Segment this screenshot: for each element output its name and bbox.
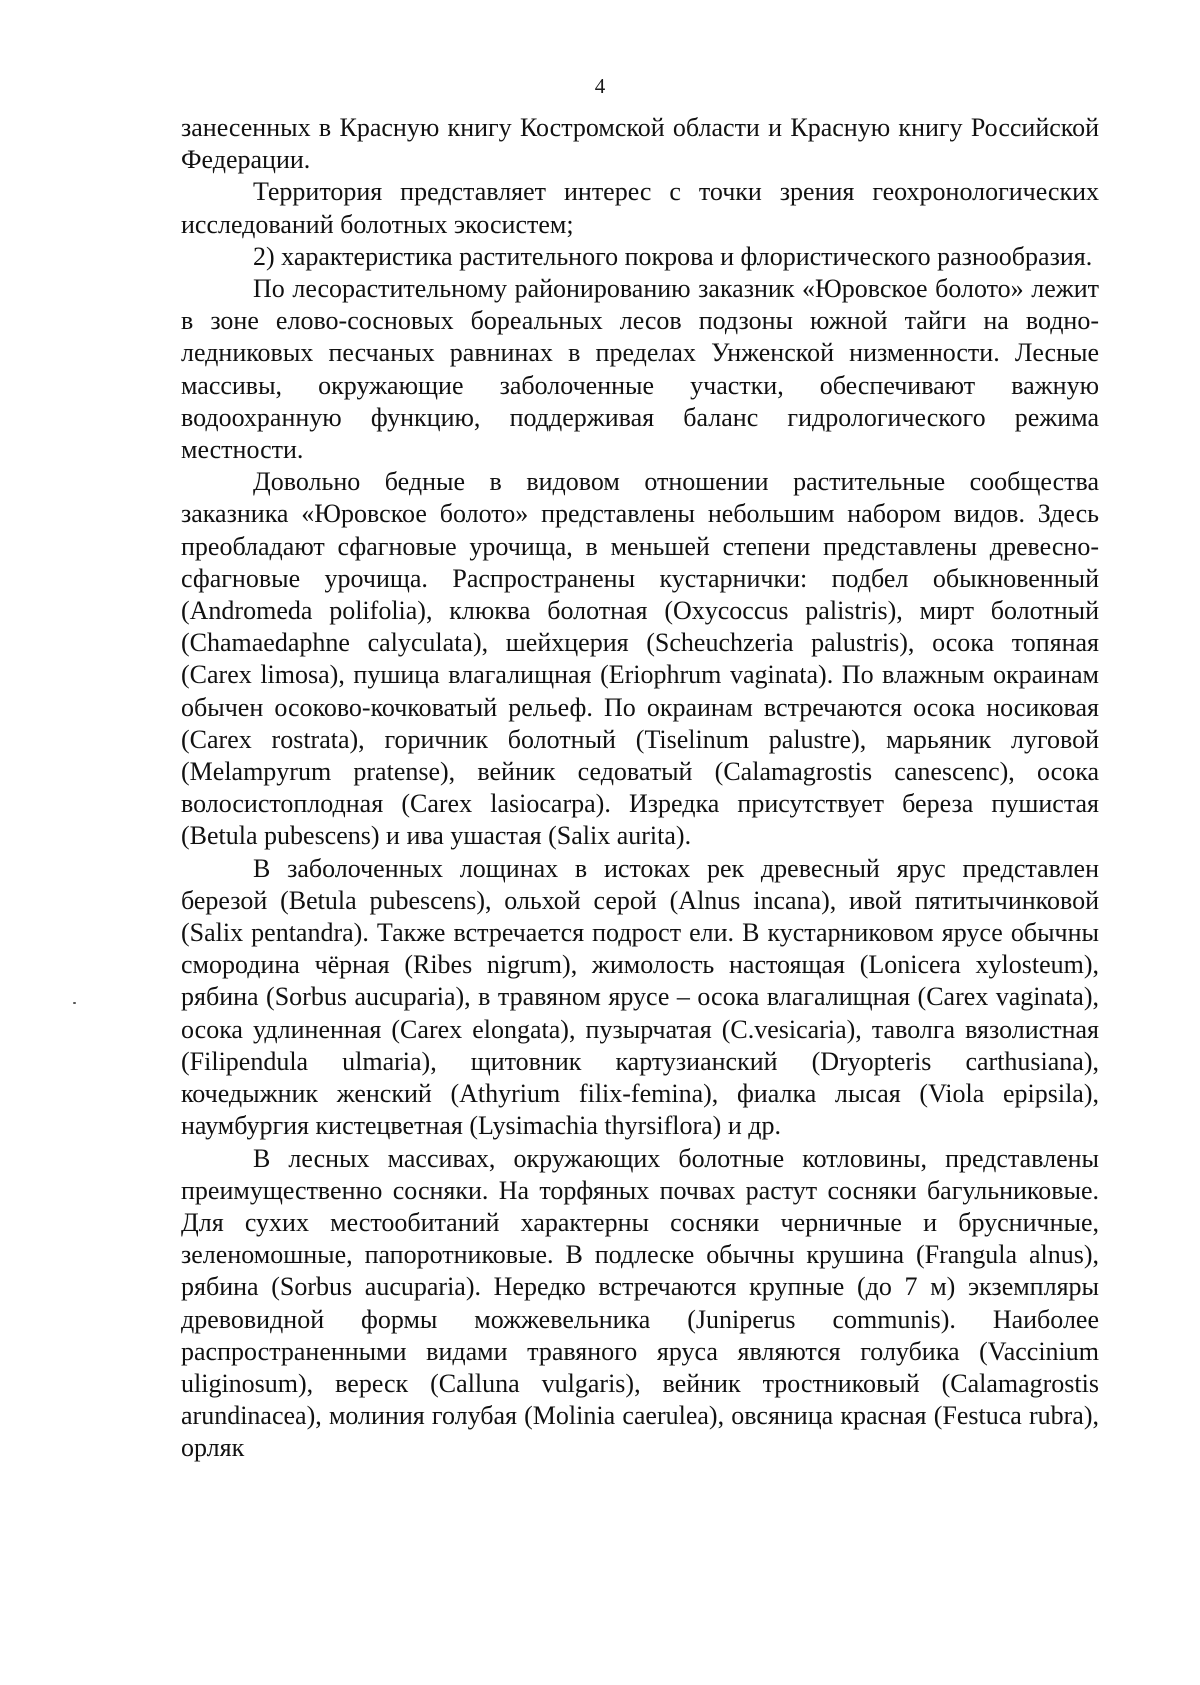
- page-number: 4: [594, 74, 606, 98]
- paragraph-section-heading: 2) характеристика растительного покрова и флористического разнообразия.: [253, 241, 1093, 271]
- paragraph-continuation: занесенных в Красную книгу Костромской области и Красную книгу Российской Федерации.: [181, 113, 1099, 175]
- paragraph-plant-communities: Довольно бедные в видовом отношении растительные сообщества заказника «Юровское болото» представлены небольшим набором видов. Здесь преобладают сфагновые урочища, в меньшей степени представлены древесно-сфагновые урочища. Распространены кустарнички: подбел обыкновенный (Andromeda polifolia), клюква болотная (Oxycoccus palistris), мирт болотный (Chamaedaphne calyculata), шейхцерия (Scheuchzeria palustris), осока топяная (Carex limosa), пушица влагалищная (Eriophrum vaginata). По влажным окраинам обычен осоково-кочковатый рельеф. По окраинам встречаются осока носиковая (Carex rostrata), горичник болотный (Tiselinum palustre), марьяник луговой (Melampyrum pratense), вейник седоватый (Calamagrostis canescenc), осока волосистоплодная (Carex lasiocarpa). Изредка присутствует береза пушистая (Betula pubescens) и ива ушастая (Salix aurita).: [181, 467, 1099, 851]
- document-body: [181, 112, 1099, 1465]
- paragraph-forest-zoning: По лесорастительному районированию заказник «Юровское болото» лежит в зоне елово-сосновых бореальных лесов подзоны южной тайги на водно-ледниковых песчаных равнинах в пределах Унженской низменности. Лесные массивы, окружающие заболоченные участки, обеспечивают важную водоохранную функцию, поддерживая баланс гидрологического режима местности.: [181, 274, 1099, 465]
- paragraph-forest-massifs: В лесных массивах, окружающих болотные котловины, представлены преимущественно сосняки. На торфяных почвах растут сосняки багульниковые. Для сухих местообитаний характерны сосняки черничные и брусничные, зеленомошные, папоротниковые. В подлеске обычны крушина (Frangula alnus), рябина (Sorbus aucuparia). Нередко встречаются крупные (до 7 м) экземпляры древовидной формы можжевельника (Juniperus communis). Наиболее распространенными видами травяного яруса являются голубика (Vaccinium uliginosum), вереск (Calluna vulgaris), вейник тростниковый (Calamagrostis arundinacea), молиния голубая (Molinia caerulea), овсяница красная (Festuca rubra), орляк: [181, 1143, 1099, 1463]
- paragraph-territory: Территория представляет интерес с точки зрения геохронологических исследований болотных экосистем;: [181, 177, 1099, 239]
- scan-speck: [73, 1002, 76, 1004]
- paragraph-swampy-hollows: В заболоченных лощинах в истоках рек древесный ярус представлен березой (Betula pubescens), ольхой серой (Alnus incana), ивой пятитычинковой (Salix pentandra). Также встречается подрост ели. В кустарниковом ярусе обычны смородина чёрная (Ribes nigrum), жимолость настоящая (Lonicera xylosteum), рябина (Sorbus aucuparia), в травяном ярусе – осока влагалищная (Carex vaginata), осока удлиненная (Carex elongata), пузырчатая (C.vesicaria), таволга вязолистная (Filipendula ulmaria), щитовник картузианский (Dryopteris carthusiana), кочедыжник женский (Athyrium filix-femina), фиалка лысая (Viola epipsila), наумбургия кистецветная (Lysimachia thyrsiflora) и др.: [181, 853, 1099, 1141]
